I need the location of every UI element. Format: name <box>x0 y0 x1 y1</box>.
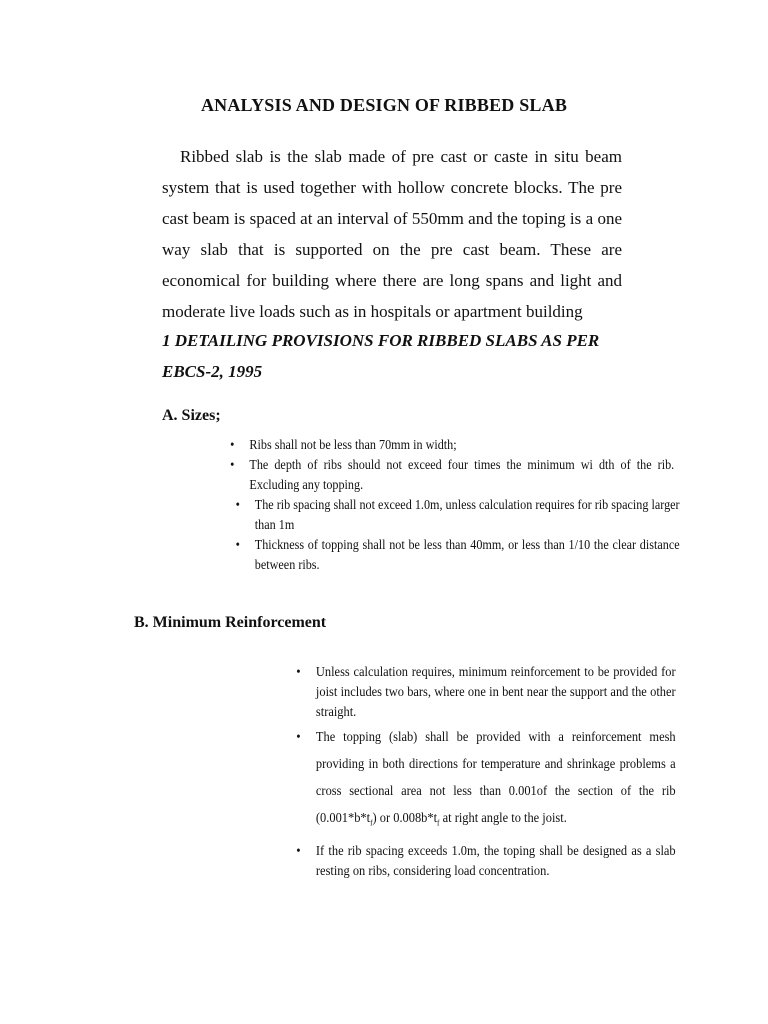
bullet-icon: • <box>235 497 240 512</box>
formula-part: (0.001*b*t <box>315 810 371 825</box>
subscript-f: f <box>437 818 440 828</box>
min-reinforcement-heading: B. Minimum Reinforcement <box>134 614 327 631</box>
list-item-text: Ribs shall not be less than 70mm in width; <box>249 437 457 452</box>
bullet-icon: • <box>235 537 240 552</box>
formula-part: at right angle to the joist. <box>439 810 567 825</box>
bullet-icon: • <box>230 457 235 472</box>
sizes-list <box>226 435 680 575</box>
min-reinforcement-list <box>292 662 676 881</box>
list-item <box>226 435 674 455</box>
list-item-text: The topping (slab) shall be provided with a reinforcement mesh providing in both directions for temperature and shrinkage problems a cross sectional area not less than 0.001of the section of the rib <box>315 729 676 798</box>
intro-paragraph: Ribbed slab is the slab made of pre cast or caste in situ beam system that is used together with hollow concrete blocks. The pre cast beam is spaced at an interval of 550mm and the toping is a one way slab that is supported on the pre cast beam. These are economical for building where there are long spans and light and moderate live loads such as in hospitals or apartment building <box>162 147 622 321</box>
list-item <box>292 723 676 837</box>
list-item-text: The rib spacing shall not exceed 1.0m, unless calculation requires for rib spacing larger than 1m <box>254 497 680 532</box>
subscript-f: f <box>370 818 373 828</box>
bullet-icon: • <box>296 729 301 744</box>
bullet-icon: • <box>230 437 235 452</box>
document-title: ANALYSIS AND DESIGN OF RIBBED SLAB <box>200 95 568 115</box>
bullet-icon: • <box>296 664 301 679</box>
sizes-heading: A. Sizes; <box>162 407 221 424</box>
list-item <box>226 535 680 575</box>
list-item <box>226 495 680 535</box>
bullet-icon: • <box>296 842 301 858</box>
list-item <box>292 662 676 722</box>
list-item <box>292 841 676 881</box>
list-item <box>226 455 674 495</box>
list-item-text: Unless calculation requires, minimum reinforcement to be provided for joist includes two bars, where one in bent near the support and the other straight. <box>315 664 676 719</box>
list-item-text: Thickness of topping shall not be less than 40mm, or less than 1/10 the clear distance between ribs. <box>254 537 680 572</box>
list-item-text: If the rib spacing exceeds 1.0m, the toping shall be designed as a slab resting on ribs, considering load concentration. <box>315 842 676 878</box>
list-item-text: The depth of ribs should not exceed four times the minimum wi dth of the rib. Excluding any topping. <box>249 457 675 492</box>
section-heading: 1 DETAILING PROVISIONS FOR RIBBED SLABS AS PER EBCS-2, 1995 <box>162 331 600 381</box>
formula-part: ) or 0.008b*t <box>372 810 438 825</box>
